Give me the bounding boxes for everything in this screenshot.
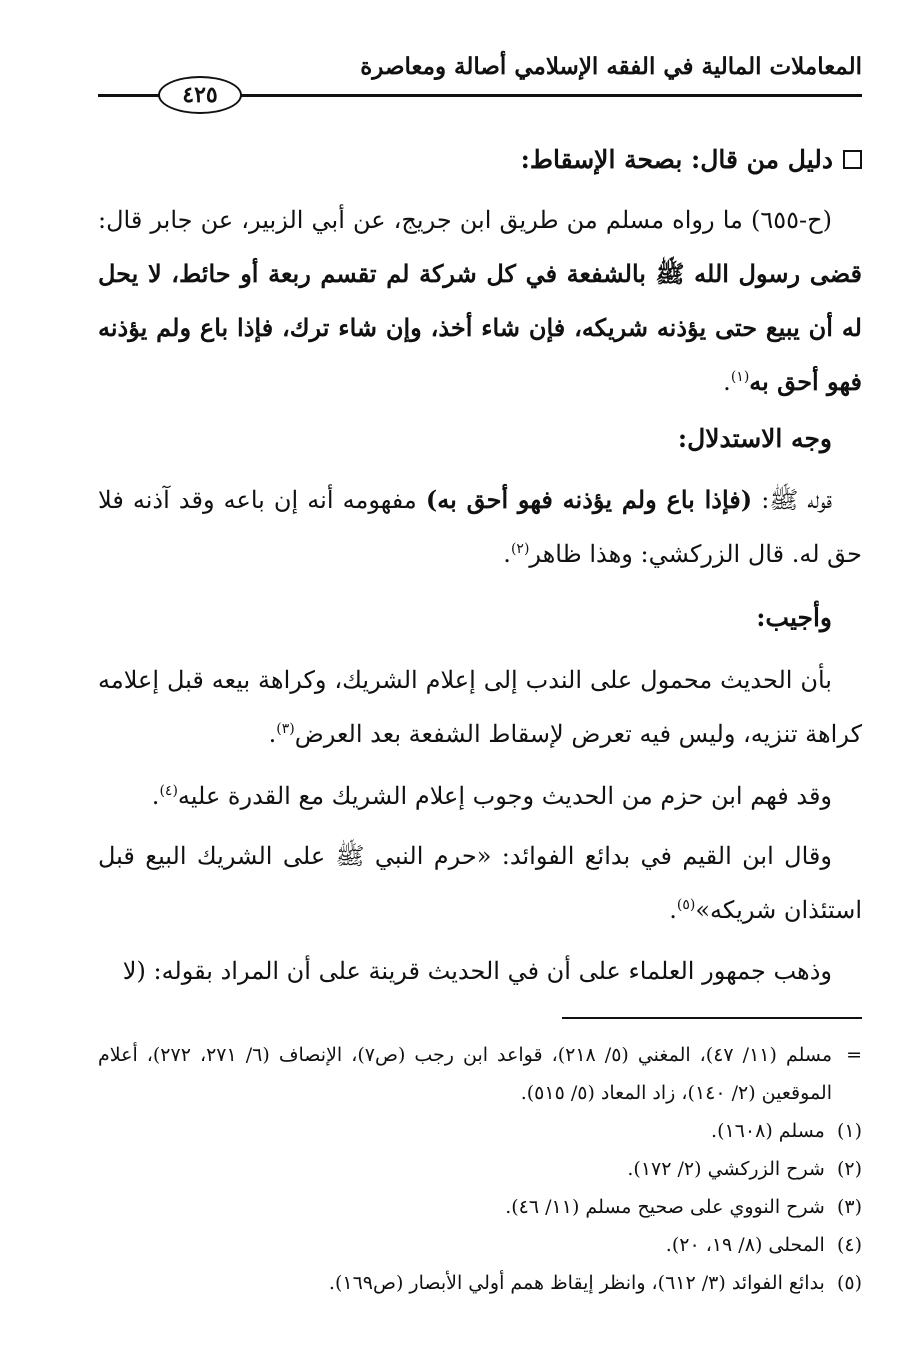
section-heading-text: دليل من قال: بصحة الإسقاط: bbox=[520, 145, 833, 174]
majority-text: وذهب جمهور العلماء على أن في الحديث قرينة على أن المراد بقوله: (لا bbox=[122, 957, 832, 985]
footnote-text: شرح الزركشي (٢/ ١٧٢). bbox=[627, 1158, 825, 1180]
footnote-text: مسلم (١٦٠٨). bbox=[711, 1120, 825, 1142]
majority-paragraph bbox=[98, 944, 862, 998]
continuation-mark: = bbox=[846, 1044, 862, 1066]
footnote-item bbox=[98, 1188, 862, 1226]
footnote-text: شرح النووي على صحيح مسلم (١١/ ٤٦). bbox=[505, 1196, 825, 1218]
reply-paragraph: بأن الحديث محمول على الندب إلى إعلام الشريك، وكراهة بيعه قبل إعلامه كراهة تنزيه، وليس فيه تعرض لإسقاط الشفعة بعد العرض$^{(٣)}$. bbox=[98, 666, 862, 748]
footnote-item bbox=[98, 1226, 862, 1264]
argument-heading: وجه الاستدلال: bbox=[677, 424, 832, 453]
reply-text: بأن الحديث محمول على الندب إلى إعلام الشريك، وكراهة بيعه قبل إعلامه كراهة تنزيه، وليس فيه تعرض لإسقاط الشفعة بعد العرض bbox=[98, 666, 862, 748]
footnote-number: (٤) bbox=[836, 1234, 862, 1256]
continuation-text: مسلم (١١/ ٤٧)، المغني (٥/ ٢١٨)، قواعد ابن رجب (ص٧)، الإنصاف (٦/ ٢٧١، ٢٧٢)، أعلام الموقعين (٢/ ١٤٠)، زاد المعاد (٥/ ٥١٥). bbox=[98, 1044, 833, 1104]
ibn-qayyim-text: وقال ابن القيم في بدائع الفوائد: «حرم النبي ﷺ على الشريك البيع قبل استئذان شريكه» bbox=[98, 842, 862, 924]
argument-quote: (فإذا باع ولم يؤذنه فهو أحق به) bbox=[425, 485, 753, 514]
footnote-number: (٥) bbox=[836, 1272, 862, 1294]
footnote-ref-1: (١) bbox=[730, 369, 750, 385]
footnote-text: بدائع الفوائد (٣/ ٦١٢)، وانظر إيقاظ همم أولي الأبصار (ص١٦٩). bbox=[328, 1272, 825, 1294]
argument-paragraph: قوله ﷺ: (فإذا باع ولم يؤذنه فهو أحق به) مفهومه أنه إن باعه وقد آذنه فلا حق له. قال الزركشي: وهذا ظاهر$^{(٢)}$. bbox=[98, 485, 862, 568]
section-heading bbox=[521, 140, 862, 180]
footnote-continuation bbox=[98, 1036, 862, 1112]
hadith-paragraph: (ح-٦٥٥) ما رواه مسلم من طريق ابن جريج، عن أبي الزبير، عن جابر قال: قضى رسول الله ﷺ بالشفعة في كل شركة لم تقسم ربعة أو حائط، لا يحل له أن يبيع حتى يؤذنه شريكه، فإن شاء أخذ، وإن شاء ترك، فإذا باع ولم يؤذنه فهو أحق به$^{(١)}$. bbox=[98, 206, 862, 396]
running-title: المعاملات المالية في الفقه الإسلامي أصالة ومعاصرة bbox=[360, 53, 862, 80]
page-number: ٤٢٥ bbox=[158, 76, 242, 114]
footnote-item bbox=[98, 1112, 862, 1150]
footnote-separator bbox=[562, 1017, 862, 1019]
footnotes bbox=[98, 1036, 862, 1302]
checkbox-square-icon bbox=[843, 150, 862, 169]
hadith-intro: (ح-٦٥٥) ما رواه مسلم من طريق ابن جريج، عن أبي الزبير، عن جابر قال: bbox=[98, 206, 832, 234]
ibn-hazm-paragraph: وقد فهم ابن حزم من الحديث وجوب إعلام الشريك مع القدرة عليه$^{(٤)}$. bbox=[151, 782, 832, 810]
argument-quote-pre: قوله ﷺ: bbox=[761, 486, 832, 514]
reply-heading: وأجيب: bbox=[756, 603, 832, 632]
footnote-number: (٣) bbox=[836, 1196, 862, 1218]
hadith-text: قضى رسول الله ﷺ بالشفعة في كل شركة لم تقسم ربعة أو حائط، لا يحل له أن يبيع حتى يؤذنه شريكه، فإن شاء أخذ، وإن شاء ترك، فإذا باع ولم يؤذنه فهو أحق به bbox=[98, 259, 862, 396]
footnote-ref-4: (٤) bbox=[159, 783, 178, 799]
footnote-item bbox=[98, 1150, 862, 1188]
ibn-hazm-text: وقد فهم ابن حزم من الحديث وجوب إعلام الشريك مع القدرة عليه bbox=[177, 782, 832, 810]
argument-rest: مفهومه أنه إن باعه وقد آذنه فلا حق له. قال الزركشي: وهذا ظاهر bbox=[98, 486, 862, 568]
ibn-qayyim-paragraph: وقال ابن القيم في بدائع الفوائد: «حرم النبي ﷺ على الشريك البيع قبل استئذان شريكه»$^{(٥)}$. bbox=[98, 842, 862, 924]
footnote-number: (١) bbox=[836, 1120, 862, 1142]
footnote-ref-3: (٣) bbox=[276, 721, 295, 737]
footnote-number: (٢) bbox=[836, 1158, 862, 1180]
footnote-ref-2: (٢) bbox=[510, 541, 530, 557]
footnote-item bbox=[98, 1264, 862, 1302]
footnote-ref-5: (٥) bbox=[676, 897, 696, 913]
footnote-text: المحلى (٨/ ١٩، ٢٠). bbox=[665, 1234, 825, 1256]
